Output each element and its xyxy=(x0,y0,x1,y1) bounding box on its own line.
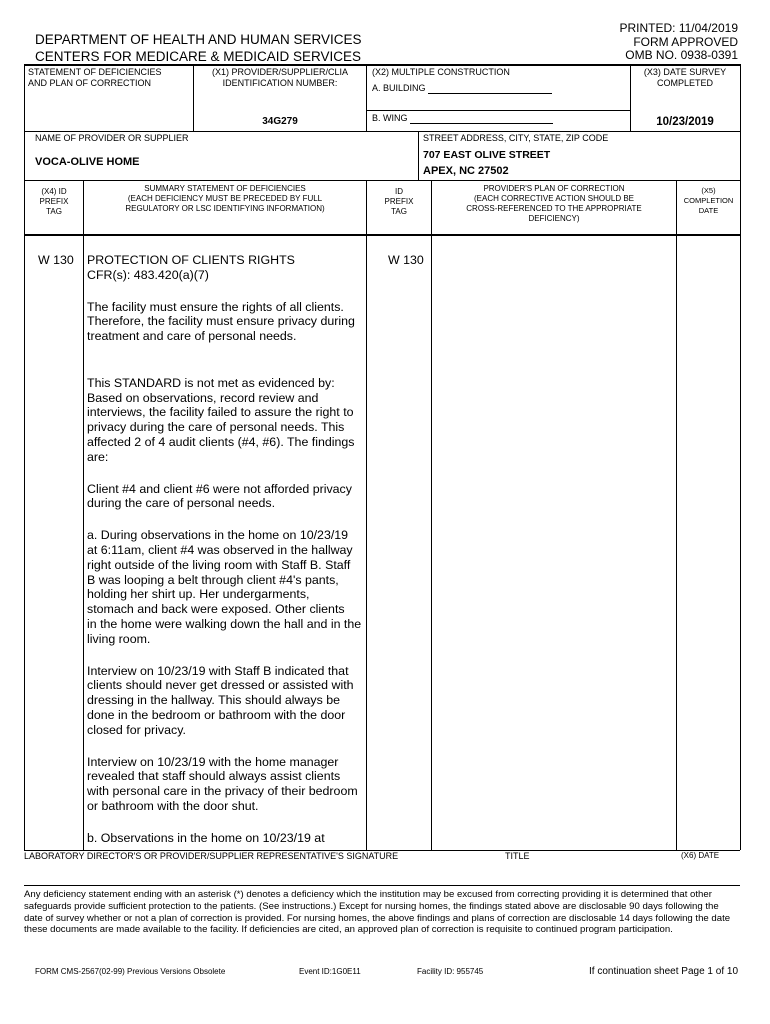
col-header-plan: PROVIDER'S PLAN OF CORRECTION (EACH CORRECTIVE ACTION SHOULD BE CROSS-REFERENCED TO THE APPROPRIATE DEFICIENCY) xyxy=(466,184,642,223)
dept-line-1: DEPARTMENT OF HEALTH AND HUMAN SERVICES xyxy=(35,32,362,47)
paragraph: The facility must ensure the rights of all clients. Therefore, the facility must ensure privacy during treatment and care of personal needs. xyxy=(87,299,355,344)
paragraph: Interview on 10/23/19 with Staff B indicated that clients should never get dressed or assisted with dressing in the hallway. This should always be done in the bedroom or bathroom with the door closed for privacy. xyxy=(87,663,354,737)
paragraph: This STANDARD is not met as evidenced by: Based on observations, record review and interviews, the facility failed to assure the right to privacy during the care of personal needs. This affected 2 of 4 audit clients (#4, #6). The findings are: xyxy=(87,375,355,464)
wing-label: B. WING xyxy=(372,113,408,123)
wing-blank xyxy=(410,114,553,124)
department-title xyxy=(35,31,362,65)
building-blank xyxy=(428,84,552,94)
title-label: TITLE xyxy=(505,851,530,861)
col-header-id-prefix: ID PREFIX TAG xyxy=(384,187,414,216)
paragraph: Interview on 10/23/19 with the home manager revealed that staff should always assist clients with personal care in the privacy of their bedroom or bathroom with the door shut. xyxy=(87,754,358,813)
paragraph: Client #4 and client #6 were not afforded privacy during the care of personal needs. xyxy=(87,481,352,511)
paragraph: PROTECTION OF CLIENTS RIGHTS CFR(s): 483.420(a)(7) xyxy=(87,253,295,282)
building-field xyxy=(372,83,552,94)
statement-label: STATEMENT OF DEFICIENCIES AND PLAN OF CORRECTION xyxy=(28,67,162,88)
facility-id: Facility ID: 955745 xyxy=(417,967,484,976)
event-id: Event ID:1G0E11 xyxy=(299,967,361,976)
top-border xyxy=(24,64,740,66)
omb-number: OMB NO. 0938-0391 xyxy=(625,48,738,62)
printed-date: PRINTED: 11/04/2019 xyxy=(619,21,738,35)
page-indicator: If continuation sheet Page 1 of 10 xyxy=(589,966,738,977)
building-label: A. BUILDING xyxy=(372,83,426,93)
signature-bottom-line xyxy=(24,885,740,886)
x1-label: (X1) PROVIDER/SUPPLIER/CLIA IDENTIFICATION NUMBER: xyxy=(211,67,349,88)
col-header-x5: (X5) COMPLETION DATE xyxy=(683,186,734,215)
address-label: STREET ADDRESS, CITY, STATE, ZIP CODE xyxy=(423,133,609,143)
form-number: FORM CMS-2567(02-99) Previous Versions Obsolete xyxy=(35,967,226,976)
paragraph: b. Observations in the home on 10/23/19 at xyxy=(87,830,325,845)
deficiency-text xyxy=(87,253,366,847)
right-border xyxy=(740,64,741,850)
x2-label: (X2) MULTIPLE CONSTRUCTION xyxy=(372,67,510,77)
x6-date-label: (X6) DATE xyxy=(681,851,720,860)
street-address: 707 EAST OLIVE STREET xyxy=(423,149,551,161)
col-header-summary: SUMMARY STATEMENT OF DEFICIENCIES (EACH DEFICIENCY MUST BE PRECEDED BY FULL REGULATORY OR LSC IDENTIFYING INFORMATION) xyxy=(125,184,325,213)
form-approved: FORM APPROVED xyxy=(633,34,738,49)
provider-id: 34G279 xyxy=(262,116,298,127)
survey-date: 10/23/2019 xyxy=(656,116,714,128)
col-header-x4: (X4) ID PREFIX TAG xyxy=(39,187,69,216)
wing-field xyxy=(372,113,553,124)
city-state-zip: APEX, NC 27502 xyxy=(423,165,509,177)
signature-label: LABORATORY DIRECTOR'S OR PROVIDER/SUPPLIER REPRESENTATIVE'S SIGNATURE xyxy=(24,851,399,861)
form-approval-block xyxy=(619,22,738,63)
tag-right: W 130 xyxy=(388,253,424,267)
disclaimer-text: Any deficiency statement ending with an asterisk (*) denotes a deficiency which the institution may be excused from correcting providing it is determined that other safeguards provide sufficient protection to the patients. (See instructions.) Except for nursing homes, the findings stated above are disclosable 90 days following the date of survey whether or not a plan of correction is provided. For nursing homes, the above findings and plans of correction are disclosable 14 days following the date these documents are made available to the facility. If deficiencies are cited, an approved plan of correction is requisite to continued program participation. xyxy=(24,889,731,936)
paragraph: a. During observations in the home on 10/23/19 at 6:11am, client #4 was observed in the hallway right outside of the living room with Staff B. Staff B was looping a belt through client #4's pants, holding her shirt up. Her undergarments, stomach and back were exposed. Other clients in the home were walking down the hall and in the living room. xyxy=(87,528,362,646)
tag-left: W 130 xyxy=(38,253,74,267)
dept-line-2: CENTERS FOR MEDICARE & MEDICAID SERVICES xyxy=(35,49,362,64)
x3-label: (X3) DATE SURVEY COMPLETED xyxy=(643,67,727,88)
provider-name: VOCA-OLIVE HOME xyxy=(35,156,140,168)
left-border xyxy=(24,64,25,850)
provider-name-label: NAME OF PROVIDER OR SUPPLIER xyxy=(35,133,189,143)
